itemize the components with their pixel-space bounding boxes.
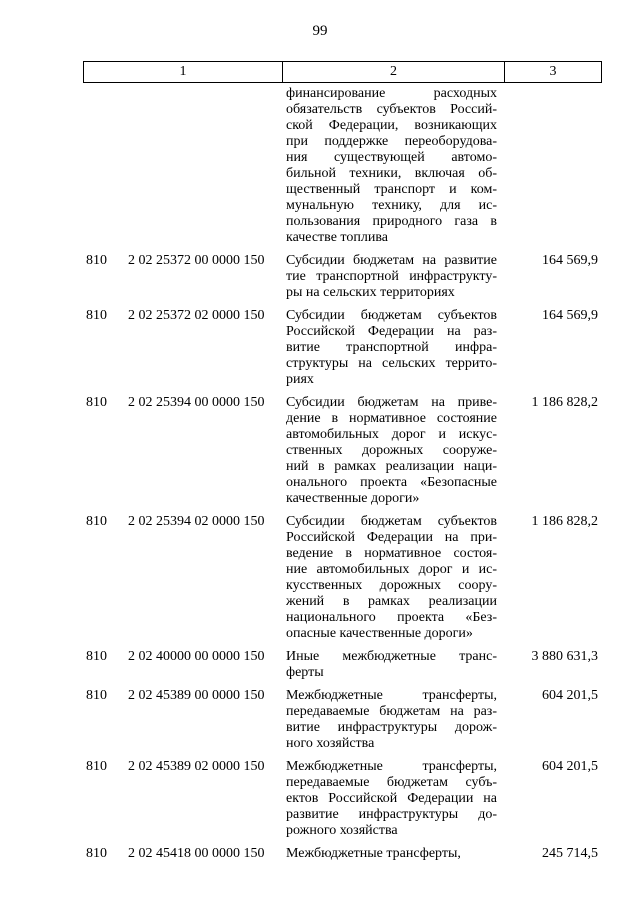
description-line: обязательств субъектов Россий- (286, 102, 497, 117)
code-cell (83, 253, 281, 301)
description-line: Субсидии бюджетам на развитие (286, 253, 497, 268)
description-line: Субсидии бюджетам на приве- (286, 395, 497, 410)
description-line: национального проекта «Без- (286, 610, 497, 625)
description-line: ектов Российской Федерации на (286, 791, 497, 806)
amount-cell: 164 569,9 (542, 308, 598, 323)
budget-classification-code: 2 02 45389 02 0000 150 (128, 759, 265, 774)
description-line: ферты (286, 665, 324, 680)
description-line: ний в рамках реализации наци- (286, 459, 497, 474)
description-line: опасные качественные дороги» (286, 626, 473, 641)
description-line: пользования природного газа в (286, 214, 497, 229)
description-line: риях (286, 372, 314, 387)
description-line: дение в нормативное состояние (286, 411, 497, 426)
description-line: онального проекта «Безопасные (286, 475, 497, 490)
code-cell (83, 759, 281, 839)
description-line: Иные межбюджетные транс- (286, 649, 497, 664)
budget-classification-code: 2 02 45389 00 0000 150 (128, 688, 265, 703)
description-cell (281, 86, 502, 246)
code-cell (83, 395, 281, 507)
description-line: жений в рамках реализации (286, 594, 497, 609)
code-cell (83, 688, 281, 752)
description-line: развитие инфраструктуры до- (286, 807, 497, 822)
column-header-3: 3 (549, 64, 557, 79)
description-line: ры на сельских территориях (286, 285, 455, 300)
description-cell (281, 759, 502, 839)
amount-cell: 1 186 828,2 (531, 395, 598, 410)
table-row (83, 308, 602, 388)
description-line: качественные дороги» (286, 491, 420, 506)
budget-classification-code: 2 02 25372 02 0000 150 (128, 308, 265, 323)
description-line: рожного хозяйства (286, 823, 398, 838)
description-line: тие транспортной инфраструкту- (286, 269, 497, 284)
admin-code: 810 (86, 308, 107, 323)
budget-classification-code: 2 02 40000 00 0000 150 (128, 649, 265, 664)
page-number: 99 (312, 23, 328, 39)
description-line: мунальную технику, для ис- (286, 198, 497, 213)
description-line: витие транспортной инфра- (286, 340, 497, 355)
description-line: Российской Федерации на при- (286, 530, 497, 545)
description-line: качестве топлива (286, 230, 388, 245)
code-cell (83, 514, 281, 642)
amount-cell: 604 201,5 (542, 688, 598, 703)
amount-cell (502, 86, 602, 246)
table-row (83, 649, 602, 681)
description-line: ного хозяйства (286, 736, 375, 751)
description-line: витие инфраструктуры дорож- (286, 720, 497, 735)
description-line: Межбюджетные трансферты, (286, 688, 497, 703)
amount-cell: 3 880 631,3 (531, 649, 598, 664)
amount-cell: 245 714,5 (542, 846, 598, 861)
description-line: кусственных дорожных соору- (286, 578, 497, 593)
admin-code: 810 (86, 759, 107, 774)
amount-cell: 604 201,5 (542, 759, 598, 774)
admin-code: 810 (86, 846, 107, 861)
budget-classification-code: 2 02 25394 00 0000 150 (128, 395, 265, 410)
description-line: ской Федерации, возникающих (286, 118, 497, 133)
description-cell (281, 253, 502, 301)
code-cell (83, 846, 281, 862)
description-cell (281, 514, 502, 642)
amount-cell: 164 569,9 (542, 253, 598, 268)
description-line: Российской Федерации на раз- (286, 324, 497, 339)
code-cell (83, 649, 281, 681)
table-row (83, 395, 602, 507)
code-cell (83, 86, 281, 246)
description-line: ственных дорожных сооруже- (286, 443, 497, 458)
column-header-2: 2 (283, 62, 505, 82)
admin-code: 810 (86, 514, 107, 529)
description-line: передаваемые бюджетам на раз- (286, 704, 497, 719)
column-header-1: 1 (84, 62, 283, 82)
table-header (83, 61, 602, 83)
description-line: бильной техники, включая об- (286, 166, 497, 181)
table-row (83, 759, 602, 839)
budget-classification-code: 2 02 25372 00 0000 150 (128, 253, 265, 268)
description-line: ние автомобильных дорог и ис- (286, 562, 497, 577)
admin-code: 810 (86, 253, 107, 268)
admin-code: 810 (86, 688, 107, 703)
description-line: финансирование расходных (286, 86, 497, 101)
table-row (83, 253, 602, 301)
table-row (83, 514, 602, 642)
table-row (83, 688, 602, 752)
description-line: ведение в нормативное состоя- (286, 546, 497, 561)
budget-classification-code: 2 02 45418 00 0000 150 (128, 846, 265, 861)
description-line: передаваемые бюджетам субъ- (286, 775, 497, 790)
description-cell (281, 308, 502, 388)
description-line: Субсидии бюджетам субъектов (286, 308, 497, 323)
description-cell (281, 688, 502, 752)
description-line: Межбюджетные трансферты, (286, 846, 461, 861)
description-cell (281, 395, 502, 507)
description-line: щественный транспорт и ком- (286, 182, 497, 197)
table-row (83, 846, 602, 862)
budget-classification-code: 2 02 25394 02 0000 150 (128, 514, 265, 529)
amount-cell: 1 186 828,2 (531, 514, 598, 529)
description-line: Межбюджетные трансферты, (286, 759, 497, 774)
description-line: при поддержке переоборудова- (286, 134, 497, 149)
description-line: Субсидии бюджетам субъектов (286, 514, 497, 529)
description-cell (281, 846, 502, 862)
table-row-continuation (83, 86, 602, 246)
code-cell (83, 308, 281, 388)
description-line: автомобильных дорог и искус- (286, 427, 497, 442)
description-line: ния существующей автомо- (286, 150, 497, 165)
admin-code: 810 (86, 395, 107, 410)
description-cell (281, 649, 502, 681)
table-body (83, 86, 602, 869)
description-line: структуры на сельских террито- (286, 356, 497, 371)
admin-code: 810 (86, 649, 107, 664)
